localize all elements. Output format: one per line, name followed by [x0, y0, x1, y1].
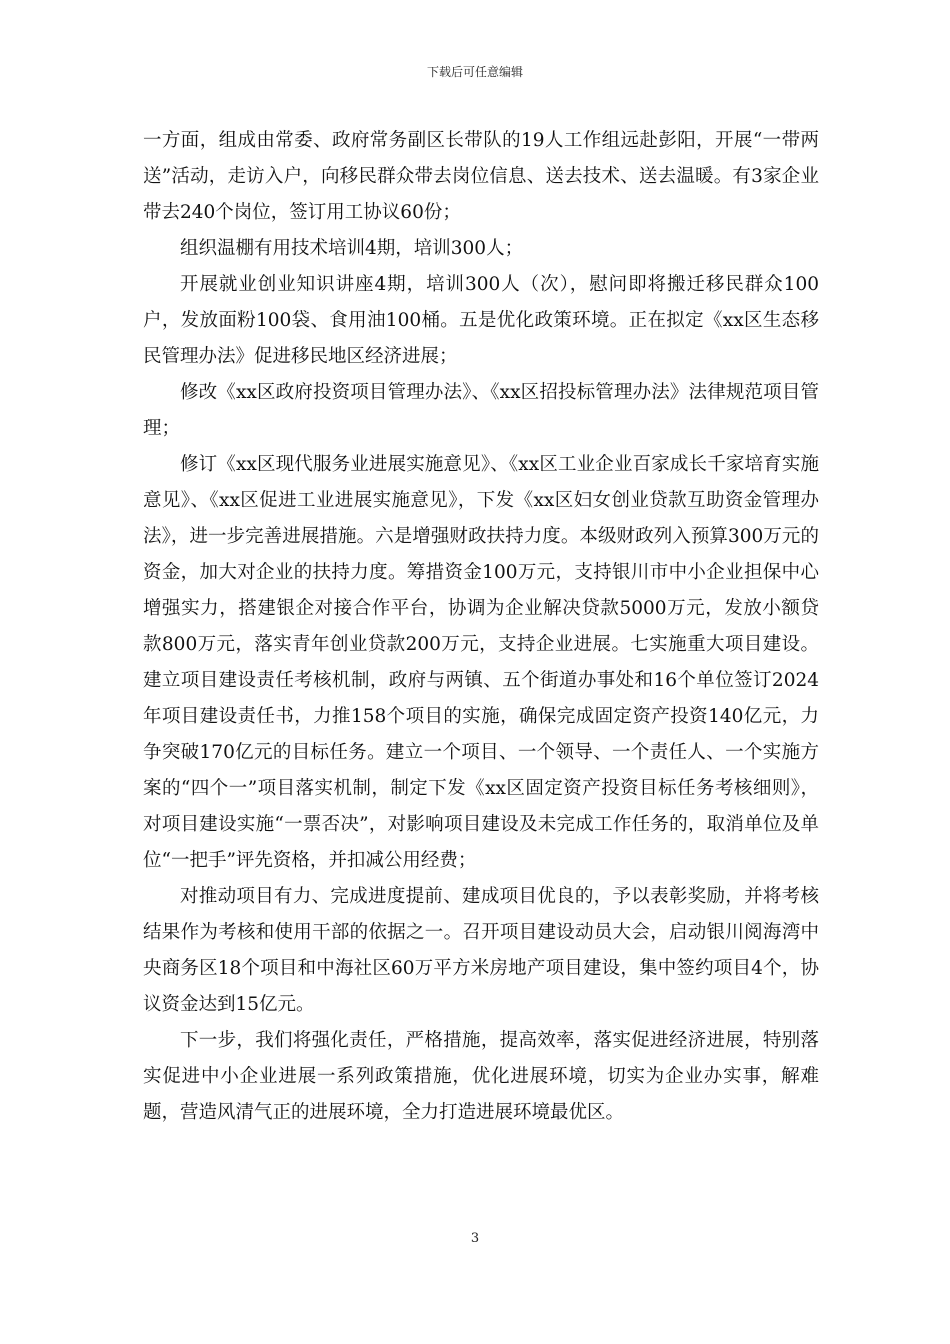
paragraph: 对推动项目有力、完成进度提前、建成项目优良的，予以表彰奖励，并将考核结果作为考核和使用干部的依据之一。召开项目建设动员大会，启动银川阅海湾中央商务区18个项目和中海社区60万平方米房地产项目建设，集中签约项目4个，协议资金达到15亿元。	[143, 886, 819, 1015]
paragraph-continuation: 一方面，组成由常委、政府常务副区长带队的19人工作组远赴彭阳，开展“一带两送”活动，走访入户，向移民群众带去岗位信息、送去技术、送去温暖。有3家企业带去240个岗位，签订用工协议60份；	[143, 130, 819, 223]
paragraph: 修改《xx区政府投资项目管理办法》、《xx区招投标管理办法》法律规范项目管理；	[143, 382, 819, 439]
paragraph: 组织温棚有用技术培训4期，培训300人；	[180, 238, 524, 259]
page-number: 3	[470, 1231, 480, 1246]
paragraph: 开展就业创业知识讲座4期，培训300人（次），慰问即将搬迁移民群众100户，发放面粉100袋、食用油100桶。五是优化政策环境。正在拟定《xx区生态移民管理办法》促进移民地区经济进展；	[143, 274, 819, 367]
paragraph: 下一步，我们将强化责任，严格措施，提高效率，落实促进经济进展，特别落实促进中小企业进展一系列政策措施，优化进展环境，切实为企业办实事，解难题，营造风清气正的进展环境，全力打造进展环境最优区。	[143, 1030, 819, 1123]
document-body	[143, 123, 819, 1131]
paragraph: 修订《xx区现代服务业进展实施意见》、《xx区工业企业百家成长千家培育实施意见》、《xx区促进工业进展实施意见》，下发《xx区妇女创业贷款互助资金管理办法》，进一步完善进展措施。六是增强财政扶持力度。本级财政列入预算300万元的资金，加大对企业的扶持力度。筹措资金100万元，支持银川市中小企业担保中心增强实力，搭建银企对接合作平台，协调为企业解决贷款5000万元，发放小额贷款800万元，落实青年创业贷款200万元，支持企业进展。七实施重大项目建设。建立项目建设责任考核机制，政府与两镇、五个街道办事处和16个单位签订2024年项目建设责任书，力推158个项目的实施，确保完成固定资产投资140亿元，力争突破170亿元的目标任务。建立一个项目、一个领导、一个责任人、一个实施方案的“四个一”项目落实机制，制定下发《xx区固定资产投资目标任务考核细则》，对项目建设实施“一票否决”，对影响项目建设及未完成工作任务的，取消单位及单位“一把手”评先资格，并扣减公用经费；	[143, 454, 819, 871]
page-header: 下载后可任意编辑	[426, 65, 523, 79]
